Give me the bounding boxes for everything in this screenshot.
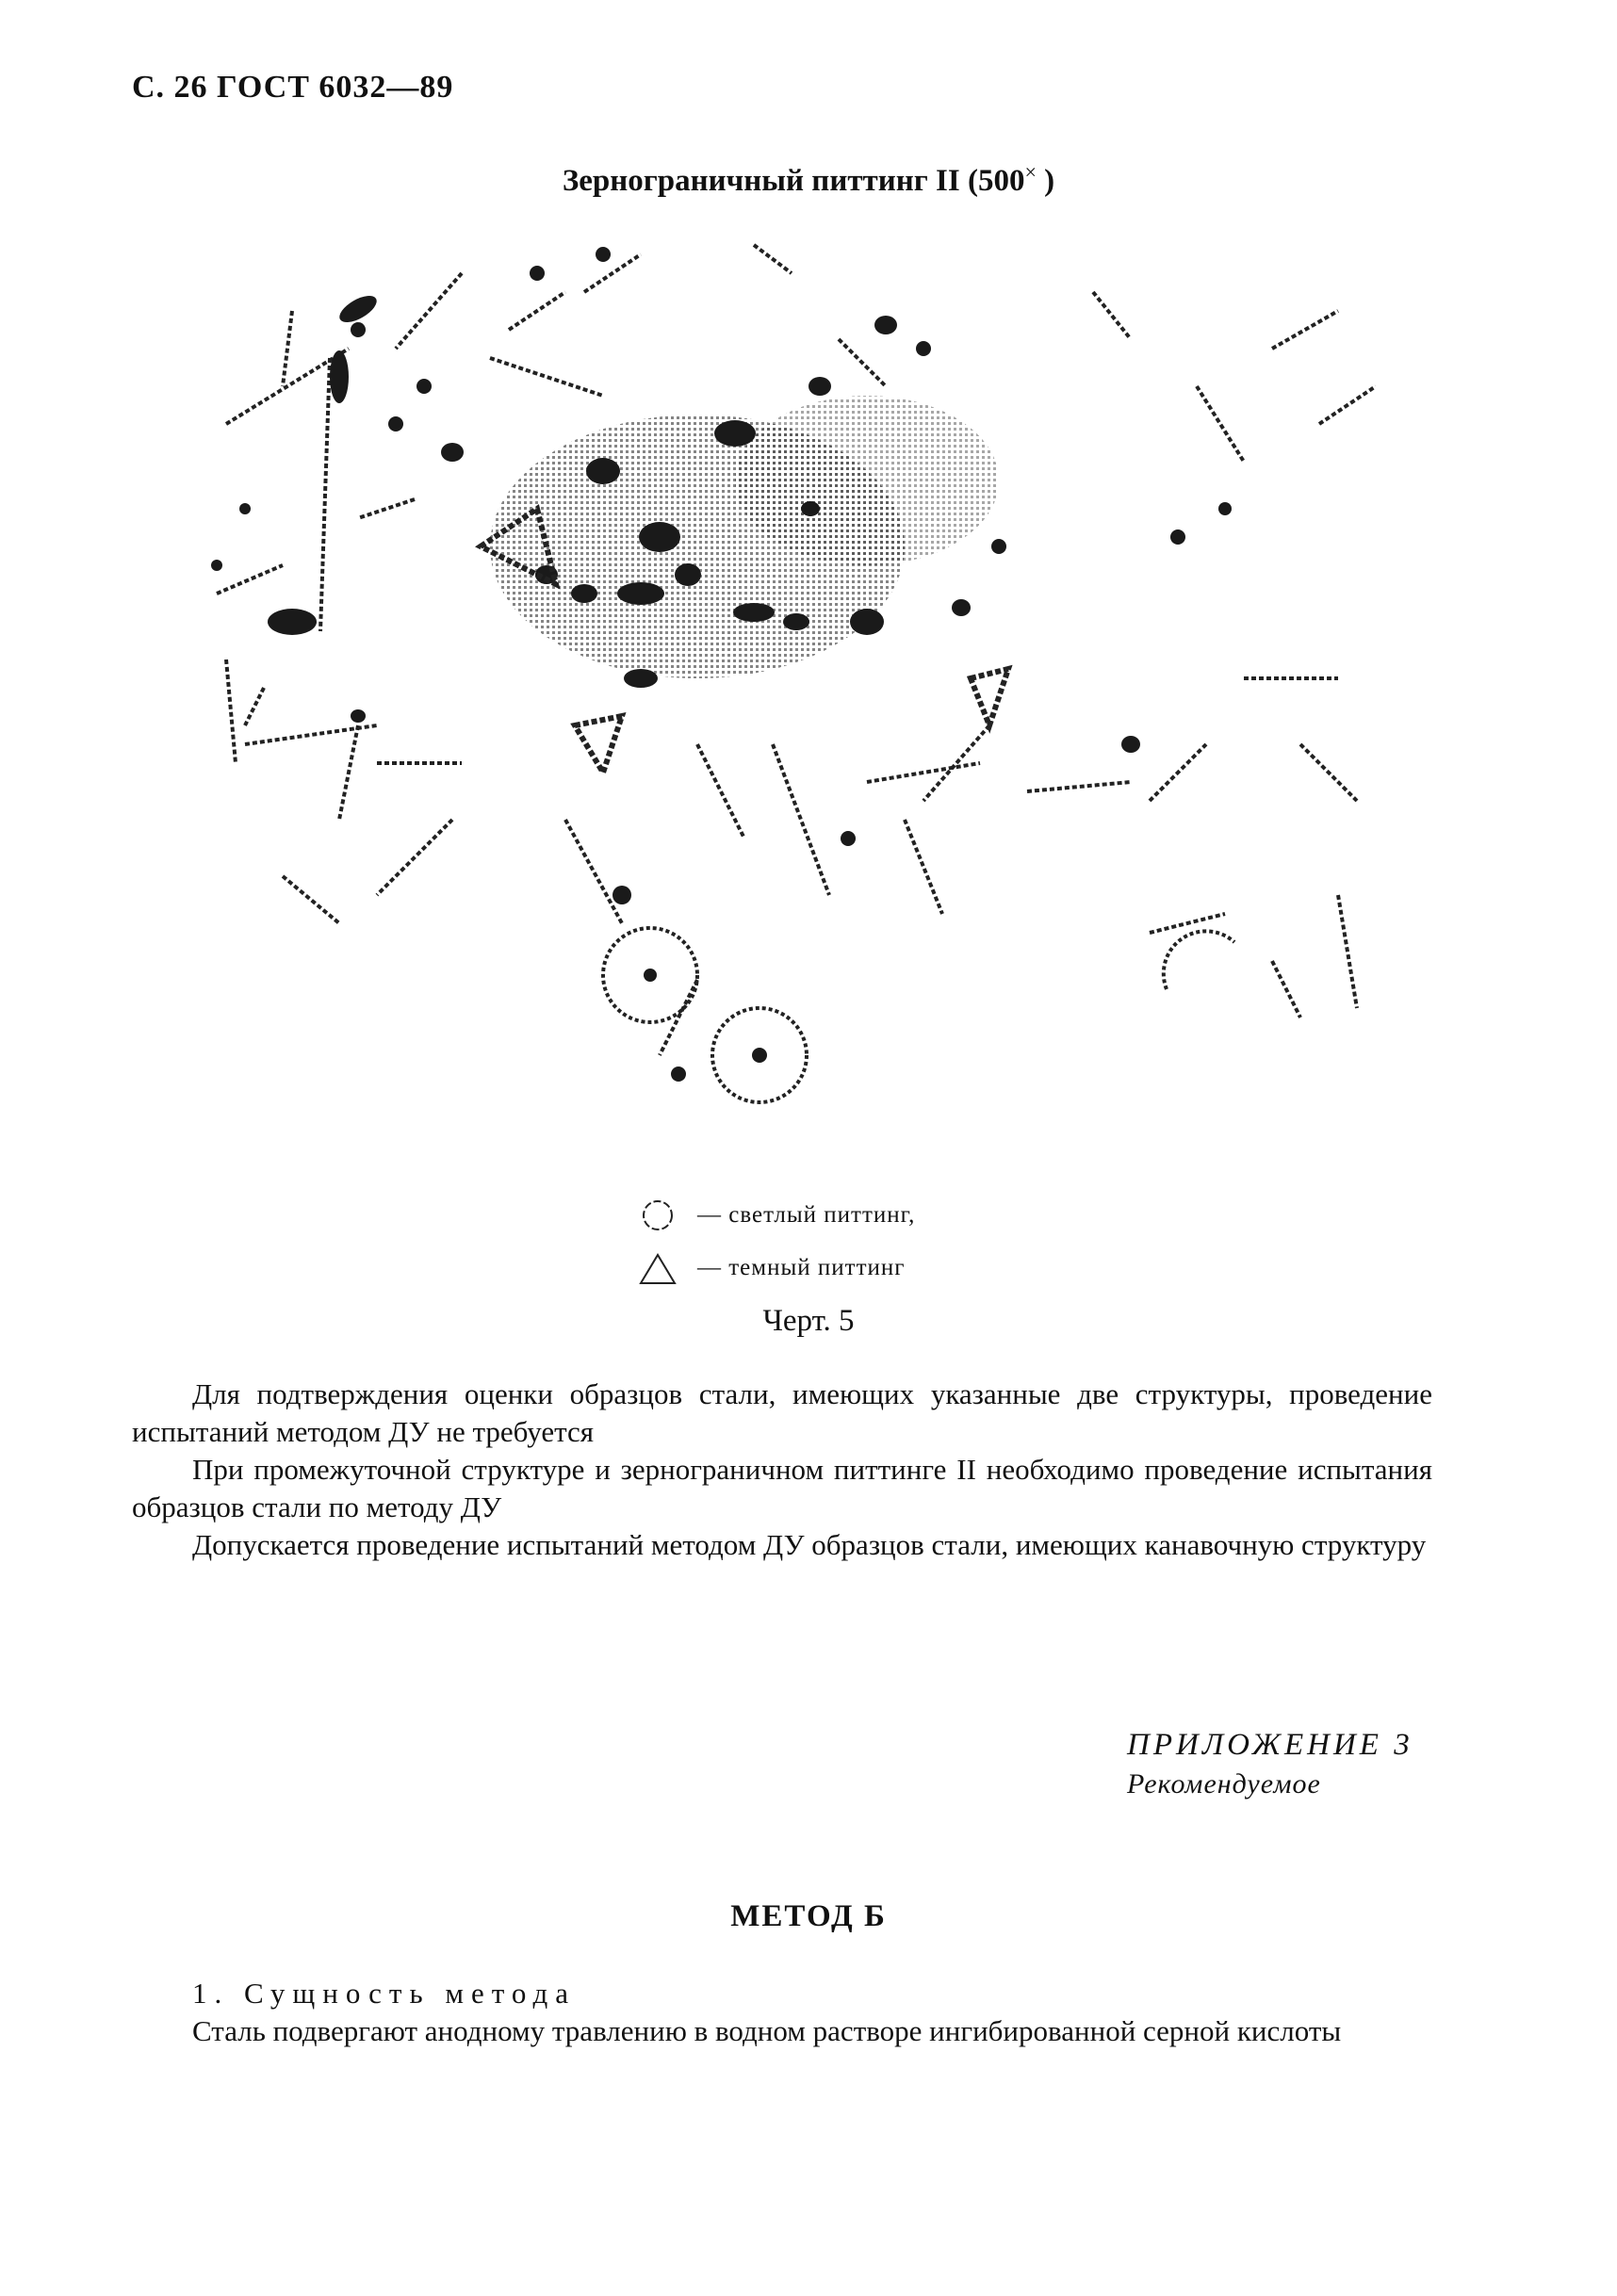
micrograph-image: [207, 236, 1376, 1140]
section-heading: 1. Сущность метода: [192, 1977, 576, 2010]
figure-title: [0, 160, 1617, 199]
legend-label: — темный питтинг: [697, 1255, 906, 1280]
paragraph: Для подтверждения оценки образцов стали, имеющих указанные две структуры, проведение испытаний методом ДУ не требуется: [132, 1377, 1432, 1448]
section-text: Сталь подвергают анодному травлению в водном растворе ингибированной серной кислоты: [192, 2014, 1342, 2047]
appendix-subtitle: Рекомендуемое: [1127, 1768, 1321, 1799]
appendix-block: [1127, 1728, 1413, 1800]
triangle-icon: [637, 1249, 680, 1287]
legend-item-dark-pitting: [637, 1242, 915, 1295]
figure-title-text: Зернограничный питтинг II (500: [562, 164, 1025, 198]
paragraph: Допускается проведение испытаний методом ДУ образцов стали, имеющих канавочную структуру: [192, 1528, 1427, 1561]
paragraph: При промежуточной структуре и зернограничном питтинге II необходимо проведение испытания образцов стали по методу ДУ: [132, 1453, 1432, 1523]
magnification-sup: ×: [1024, 160, 1037, 184]
body-text: [132, 1376, 1432, 1564]
legend-label: — светлый питтинг,: [697, 1202, 916, 1228]
circle-icon: [637, 1197, 680, 1234]
figure-caption: Черт. 5: [762, 1304, 855, 1338]
page-header: С. 26 ГОСТ 6032—89: [132, 70, 454, 105]
figure-title-close: ): [1044, 164, 1055, 198]
method-section: [132, 1975, 1432, 2050]
legend-item-light-pitting: [637, 1189, 915, 1242]
method-title: МЕТОД Б: [730, 1899, 887, 1933]
figure-legend: [637, 1189, 915, 1295]
appendix-title: ПРИЛОЖЕНИЕ 3: [1127, 1728, 1413, 1762]
